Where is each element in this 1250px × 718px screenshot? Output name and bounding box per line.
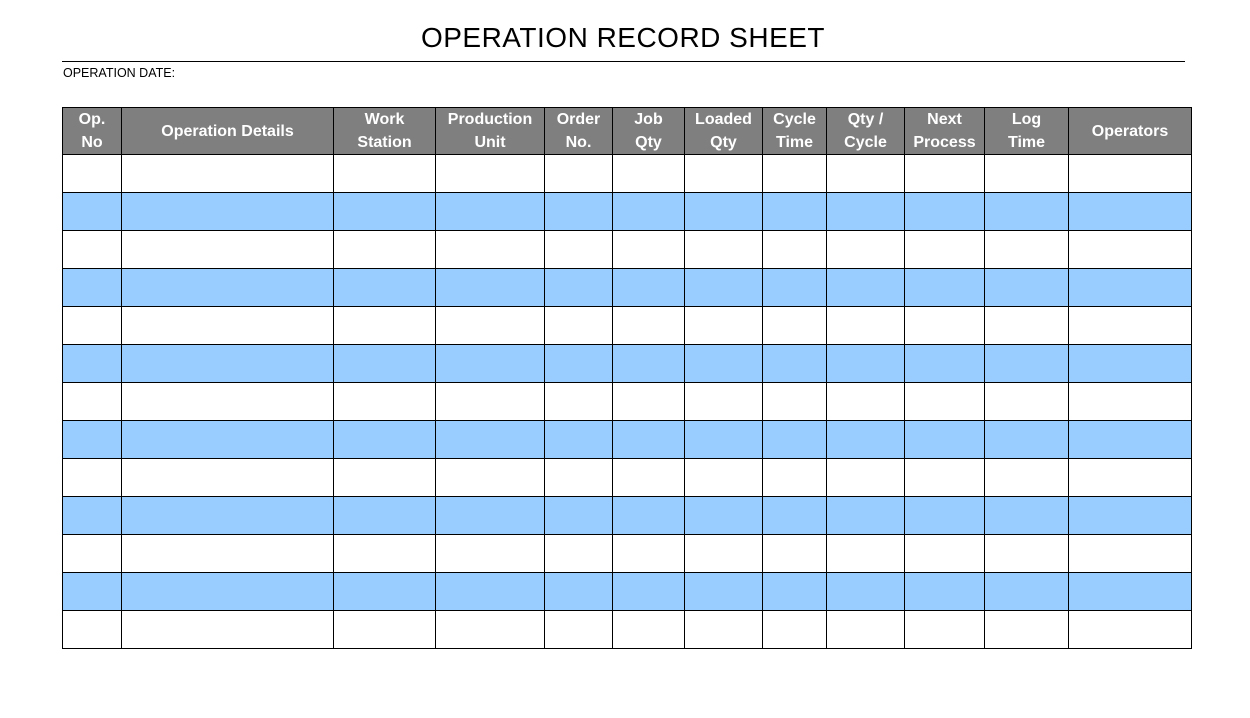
table-cell[interactable] bbox=[334, 193, 436, 231]
table-cell[interactable] bbox=[334, 573, 436, 611]
title-divider bbox=[62, 61, 1185, 62]
table-cell[interactable] bbox=[827, 231, 905, 269]
table-cell[interactable] bbox=[545, 155, 613, 193]
table-cell[interactable] bbox=[827, 307, 905, 345]
table-row bbox=[63, 383, 1192, 421]
column-header-job-qty: Job Qty bbox=[613, 108, 685, 155]
table-cell[interactable] bbox=[545, 269, 613, 307]
table-cell[interactable] bbox=[63, 155, 122, 193]
table-cell[interactable] bbox=[763, 459, 827, 497]
table-cell[interactable] bbox=[1069, 497, 1192, 535]
table-cell[interactable] bbox=[122, 155, 334, 193]
table-cell[interactable] bbox=[763, 269, 827, 307]
table-cell[interactable] bbox=[122, 497, 334, 535]
column-header-loaded-qty: Loaded Qty bbox=[685, 108, 763, 155]
table-cell[interactable] bbox=[436, 383, 545, 421]
table-cell[interactable] bbox=[436, 155, 545, 193]
table-row bbox=[63, 269, 1192, 307]
table-cell[interactable] bbox=[685, 421, 763, 459]
table-cell[interactable] bbox=[985, 383, 1069, 421]
table-cell[interactable] bbox=[63, 307, 122, 345]
table-header-row bbox=[63, 108, 1192, 155]
table-cell[interactable] bbox=[685, 535, 763, 573]
table-cell[interactable] bbox=[334, 307, 436, 345]
operation-date-label: OPERATION DATE: bbox=[63, 66, 176, 80]
table-cell[interactable] bbox=[436, 573, 545, 611]
table-cell[interactable] bbox=[63, 345, 122, 383]
column-header-next-process: Next Process bbox=[905, 108, 985, 155]
table-cell[interactable] bbox=[985, 611, 1069, 649]
table-cell[interactable] bbox=[545, 535, 613, 573]
table-cell[interactable] bbox=[685, 611, 763, 649]
table-cell[interactable] bbox=[122, 459, 334, 497]
table-cell[interactable] bbox=[905, 421, 985, 459]
table-cell[interactable] bbox=[122, 345, 334, 383]
table-cell[interactable] bbox=[122, 269, 334, 307]
table-cell[interactable] bbox=[436, 459, 545, 497]
table-cell[interactable] bbox=[122, 383, 334, 421]
table-cell[interactable] bbox=[613, 611, 685, 649]
table-cell[interactable] bbox=[763, 421, 827, 459]
column-header-operation-details: Operation Details bbox=[122, 108, 334, 155]
table-cell[interactable] bbox=[685, 231, 763, 269]
table-cell[interactable] bbox=[827, 193, 905, 231]
table-row bbox=[63, 193, 1192, 231]
table-cell[interactable] bbox=[613, 383, 685, 421]
table-cell[interactable] bbox=[685, 497, 763, 535]
table-cell[interactable] bbox=[122, 573, 334, 611]
page-title: OPERATION RECORD SHEET bbox=[420, 22, 826, 53]
table-cell[interactable] bbox=[122, 307, 334, 345]
table-cell[interactable] bbox=[1069, 535, 1192, 573]
table-cell[interactable] bbox=[685, 573, 763, 611]
table-cell[interactable] bbox=[1069, 231, 1192, 269]
table-cell[interactable] bbox=[436, 193, 545, 231]
table-cell[interactable] bbox=[685, 345, 763, 383]
table-cell[interactable] bbox=[905, 459, 985, 497]
table-cell[interactable] bbox=[436, 497, 545, 535]
table-cell[interactable] bbox=[613, 573, 685, 611]
table-cell[interactable] bbox=[613, 535, 685, 573]
table-cell[interactable] bbox=[985, 307, 1069, 345]
table-cell[interactable] bbox=[1069, 573, 1192, 611]
table-cell[interactable] bbox=[63, 459, 122, 497]
table-row bbox=[63, 497, 1192, 535]
table-cell[interactable] bbox=[545, 573, 613, 611]
table-cell[interactable] bbox=[763, 535, 827, 573]
table-cell[interactable] bbox=[334, 421, 436, 459]
table-cell[interactable] bbox=[334, 535, 436, 573]
table-row bbox=[63, 307, 1192, 345]
table-cell[interactable] bbox=[905, 269, 985, 307]
table-cell[interactable] bbox=[827, 535, 905, 573]
table-cell[interactable] bbox=[763, 307, 827, 345]
table-cell[interactable] bbox=[334, 269, 436, 307]
table-cell[interactable] bbox=[436, 269, 545, 307]
table-cell[interactable] bbox=[1069, 193, 1192, 231]
table-cell[interactable] bbox=[545, 307, 613, 345]
table-cell[interactable] bbox=[1069, 269, 1192, 307]
table-cell[interactable] bbox=[985, 573, 1069, 611]
table-cell[interactable] bbox=[122, 193, 334, 231]
table-cell[interactable] bbox=[63, 535, 122, 573]
table-cell[interactable] bbox=[545, 231, 613, 269]
table-cell[interactable] bbox=[905, 611, 985, 649]
table-cell[interactable] bbox=[905, 383, 985, 421]
table-row bbox=[63, 459, 1192, 497]
table-cell[interactable] bbox=[763, 573, 827, 611]
table-cell[interactable] bbox=[63, 497, 122, 535]
table-cell[interactable] bbox=[436, 611, 545, 649]
table-row bbox=[63, 573, 1192, 611]
table-cell[interactable] bbox=[763, 345, 827, 383]
table-cell[interactable] bbox=[613, 421, 685, 459]
table-cell[interactable] bbox=[613, 269, 685, 307]
table-row bbox=[63, 155, 1192, 193]
table-cell[interactable] bbox=[613, 459, 685, 497]
table-row bbox=[63, 231, 1192, 269]
table-cell[interactable] bbox=[545, 459, 613, 497]
table-cell[interactable] bbox=[334, 383, 436, 421]
table-cell[interactable] bbox=[1069, 611, 1192, 649]
table-cell[interactable] bbox=[613, 497, 685, 535]
table-cell[interactable] bbox=[905, 535, 985, 573]
column-header-production-unit: Production Unit bbox=[436, 108, 545, 155]
table-cell[interactable] bbox=[545, 497, 613, 535]
table-cell[interactable] bbox=[985, 535, 1069, 573]
table-cell[interactable] bbox=[827, 459, 905, 497]
table-cell[interactable] bbox=[985, 155, 1069, 193]
column-header-operators: Operators bbox=[1069, 108, 1192, 155]
table-row bbox=[63, 345, 1192, 383]
table-cell[interactable] bbox=[827, 573, 905, 611]
table-cell[interactable] bbox=[827, 421, 905, 459]
table-cell[interactable] bbox=[1069, 345, 1192, 383]
table-cell[interactable] bbox=[334, 155, 436, 193]
table-row bbox=[63, 421, 1192, 459]
column-header-qty-per-cycle: Qty / Cycle bbox=[827, 108, 905, 155]
table-cell[interactable] bbox=[827, 611, 905, 649]
table-cell[interactable] bbox=[613, 345, 685, 383]
table-cell[interactable] bbox=[985, 459, 1069, 497]
table-cell[interactable] bbox=[63, 383, 122, 421]
table-cell[interactable] bbox=[334, 231, 436, 269]
table-cell[interactable] bbox=[122, 611, 334, 649]
table-cell[interactable] bbox=[63, 269, 122, 307]
table-cell[interactable] bbox=[685, 459, 763, 497]
table-cell[interactable] bbox=[334, 497, 436, 535]
table-cell[interactable] bbox=[436, 231, 545, 269]
table-cell[interactable] bbox=[545, 421, 613, 459]
table-cell[interactable] bbox=[436, 345, 545, 383]
table-cell[interactable] bbox=[1069, 383, 1192, 421]
table-row bbox=[63, 611, 1192, 649]
table-cell[interactable] bbox=[613, 155, 685, 193]
table-cell[interactable] bbox=[763, 155, 827, 193]
table-cell[interactable] bbox=[1069, 459, 1192, 497]
column-header-op-no: Op. No bbox=[63, 108, 122, 155]
table-cell[interactable] bbox=[763, 231, 827, 269]
table-cell[interactable] bbox=[763, 383, 827, 421]
table-cell[interactable] bbox=[545, 345, 613, 383]
table-cell[interactable] bbox=[905, 497, 985, 535]
table-cell[interactable] bbox=[905, 307, 985, 345]
table-cell[interactable] bbox=[545, 193, 613, 231]
table-cell[interactable] bbox=[436, 535, 545, 573]
table-cell[interactable] bbox=[763, 193, 827, 231]
table-cell[interactable] bbox=[905, 193, 985, 231]
table-cell[interactable] bbox=[827, 345, 905, 383]
table-cell[interactable] bbox=[613, 307, 685, 345]
table-cell[interactable] bbox=[685, 269, 763, 307]
column-header-order-no: Order No. bbox=[545, 108, 613, 155]
table-cell[interactable] bbox=[763, 611, 827, 649]
table-cell[interactable] bbox=[685, 383, 763, 421]
column-header-log-time: Log Time bbox=[985, 108, 1069, 155]
table-cell[interactable] bbox=[436, 421, 545, 459]
table-row bbox=[63, 535, 1192, 573]
table-cell[interactable] bbox=[985, 345, 1069, 383]
table-cell[interactable] bbox=[985, 269, 1069, 307]
table-cell[interactable] bbox=[827, 497, 905, 535]
table-cell[interactable] bbox=[985, 421, 1069, 459]
table-cell[interactable] bbox=[827, 155, 905, 193]
table-cell[interactable] bbox=[685, 307, 763, 345]
table-cell[interactable] bbox=[122, 535, 334, 573]
table-cell[interactable] bbox=[545, 611, 613, 649]
table-cell[interactable] bbox=[827, 269, 905, 307]
table-cell[interactable] bbox=[122, 231, 334, 269]
table-cell[interactable] bbox=[1069, 155, 1192, 193]
table-cell[interactable] bbox=[122, 421, 334, 459]
operation-record-table bbox=[62, 107, 1192, 649]
table-cell[interactable] bbox=[685, 193, 763, 231]
table-cell[interactable] bbox=[905, 155, 985, 193]
table-cell[interactable] bbox=[334, 611, 436, 649]
table-cell[interactable] bbox=[763, 497, 827, 535]
table-cell[interactable] bbox=[334, 459, 436, 497]
column-header-work-station: Work Station bbox=[334, 108, 436, 155]
table-cell[interactable] bbox=[613, 193, 685, 231]
table-cell[interactable] bbox=[985, 231, 1069, 269]
table-cell[interactable] bbox=[63, 573, 122, 611]
table-cell[interactable] bbox=[545, 383, 613, 421]
table-cell[interactable] bbox=[436, 307, 545, 345]
table-cell[interactable] bbox=[827, 383, 905, 421]
table-cell[interactable] bbox=[685, 155, 763, 193]
table-cell[interactable] bbox=[905, 573, 985, 611]
table-cell[interactable] bbox=[334, 345, 436, 383]
table-cell[interactable] bbox=[1069, 307, 1192, 345]
table-cell[interactable] bbox=[613, 231, 685, 269]
table-cell[interactable] bbox=[905, 231, 985, 269]
table-cell[interactable] bbox=[985, 497, 1069, 535]
column-header-cycle-time: Cycle Time bbox=[763, 108, 827, 155]
table-cell[interactable] bbox=[63, 611, 122, 649]
table-cell[interactable] bbox=[63, 193, 122, 231]
table-body bbox=[63, 155, 1192, 649]
table-cell[interactable] bbox=[1069, 421, 1192, 459]
table-cell[interactable] bbox=[905, 345, 985, 383]
table-cell[interactable] bbox=[985, 193, 1069, 231]
table-cell[interactable] bbox=[63, 421, 122, 459]
table-cell[interactable] bbox=[63, 231, 122, 269]
